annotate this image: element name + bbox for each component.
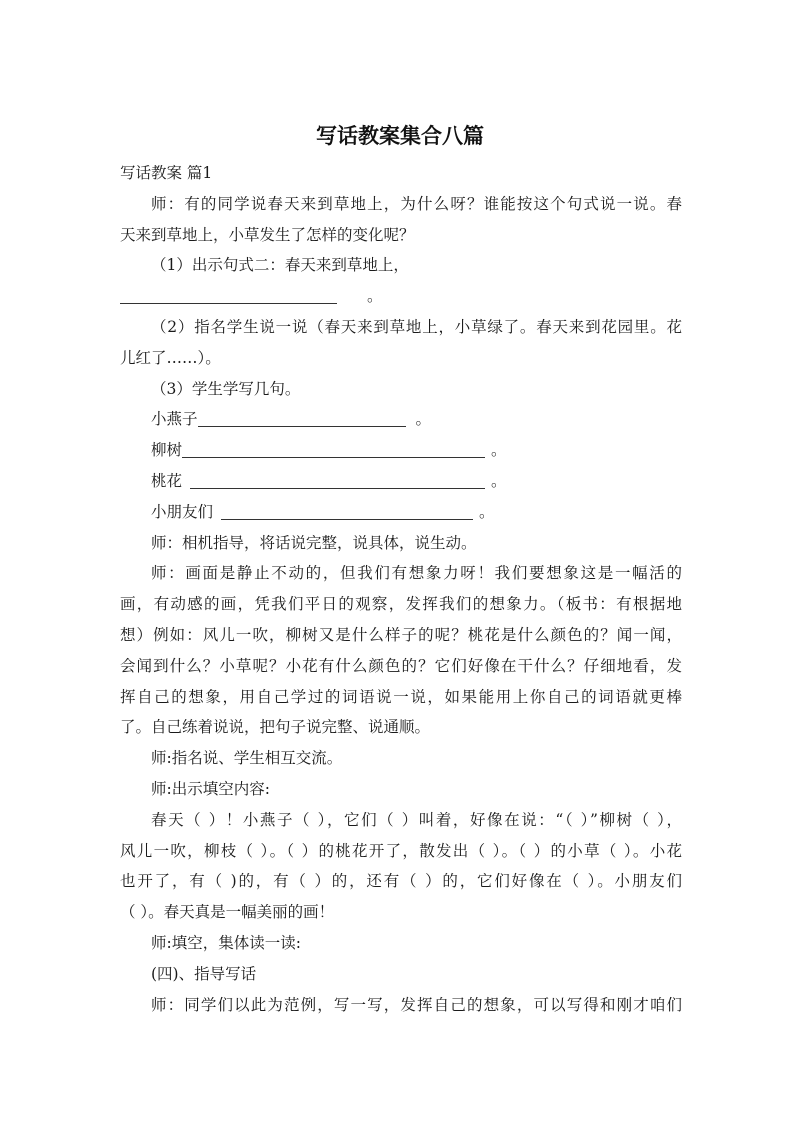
paragraph-line: 挥自己的想象，用自己学过的词语说一说，如果能用上你自己的词语就更棒 <box>120 687 682 706</box>
blank-underline <box>198 406 406 427</box>
fill-blank-line <box>120 281 682 312</box>
paragraph-line: （3）学生学写几句。 <box>151 379 301 398</box>
paragraph-line: 画，有动感的画，凭我们平日的观察，发挥我们的想象力。（板书：有根据地 <box>120 595 682 614</box>
document-body <box>120 158 682 1020</box>
paragraph-line: （1）出示句式二：春天来到草地上， <box>151 256 409 275</box>
section-heading: 写话教案 篇1 <box>120 164 213 182</box>
blank-underline <box>190 468 485 489</box>
paragraph-line: 想）例如：风儿一吹，柳树又是什么样子的呢？桃花是什么颜色的？闻一闻， <box>120 625 682 644</box>
period: 。 <box>479 502 495 521</box>
period: 。 <box>415 410 432 429</box>
paragraph-line: （ ）。春天真是一幅美丽的画！ <box>120 903 335 922</box>
paragraph-line: 风儿一吹，柳枝（ ）。（ ）的桃花开了，散发出（ ）。（ ）的小草（ ）。小花 <box>120 841 682 860</box>
paragraph-line: 师:指名说、学生相互交流。 <box>151 749 343 768</box>
blank-underline <box>182 437 485 458</box>
fill-blank-line <box>120 435 682 466</box>
paragraph-line: 了。自己练着说说，把句子说完整、说通顺。 <box>120 718 431 737</box>
fill-blank-line <box>120 466 682 497</box>
fill-blank-line <box>120 497 682 528</box>
blank-underline <box>221 499 473 520</box>
fill-blank-line <box>120 404 682 435</box>
paragraph-line: 师：同学们以此为范例，写一写，发挥自己的想象，可以写得和刚才咱们 <box>151 995 682 1014</box>
paragraph-line: 天来到草地上，小草发生了怎样的变化呢？ <box>120 225 415 244</box>
paragraph-line: 会闻到什么？小草呢？小花有什么颜色的？它们好像在干什么？仔细地看，发 <box>120 656 682 675</box>
blank-underline <box>120 283 337 304</box>
paragraph-line: 师:填空，集体读一读: <box>151 933 301 952</box>
paragraph-line: 师：画面是静止不动的，但我们有想象力呀！我们要想象这是一幅活的 <box>151 564 682 583</box>
paragraph-line: 师:出示填空内容: <box>151 779 270 798</box>
period: 。 <box>491 471 507 490</box>
document-title: 写话教案集合八篇 <box>316 124 484 148</box>
paragraph-line: 也开了，有（ )的，有（ ）的，还有（ ）的，它们好像在（ ）。小朋友们 <box>120 872 682 891</box>
prompt-label: 柳树 <box>151 441 183 460</box>
paragraph-line: （2）指名学生说一说（春天来到草地上，小草绿了。春天来到花园里。花 <box>151 317 682 336</box>
paragraph-line: 春天（ ）！小燕子（ ），它们（ ）叫着，好像在说：“（ ）”柳树（ ）， <box>151 810 682 829</box>
period: 。 <box>367 287 383 306</box>
prompt-label: 小燕子 <box>151 410 198 429</box>
prompt-label: 小朋友们 <box>151 502 214 521</box>
period: 。 <box>491 441 507 460</box>
paragraph-line: 师：有的同学说春天来到草地上，为什么呀？谁能按这个句式说一说。春 <box>151 194 682 213</box>
prompt-label: 桃花 <box>151 471 183 490</box>
paragraph-line: 儿红了……）。 <box>120 348 221 367</box>
subsection-heading: (四)、指导写话 <box>151 964 257 983</box>
paragraph-line: 师：相机指导，将话说完整，说具体，说生动。 <box>151 533 477 552</box>
